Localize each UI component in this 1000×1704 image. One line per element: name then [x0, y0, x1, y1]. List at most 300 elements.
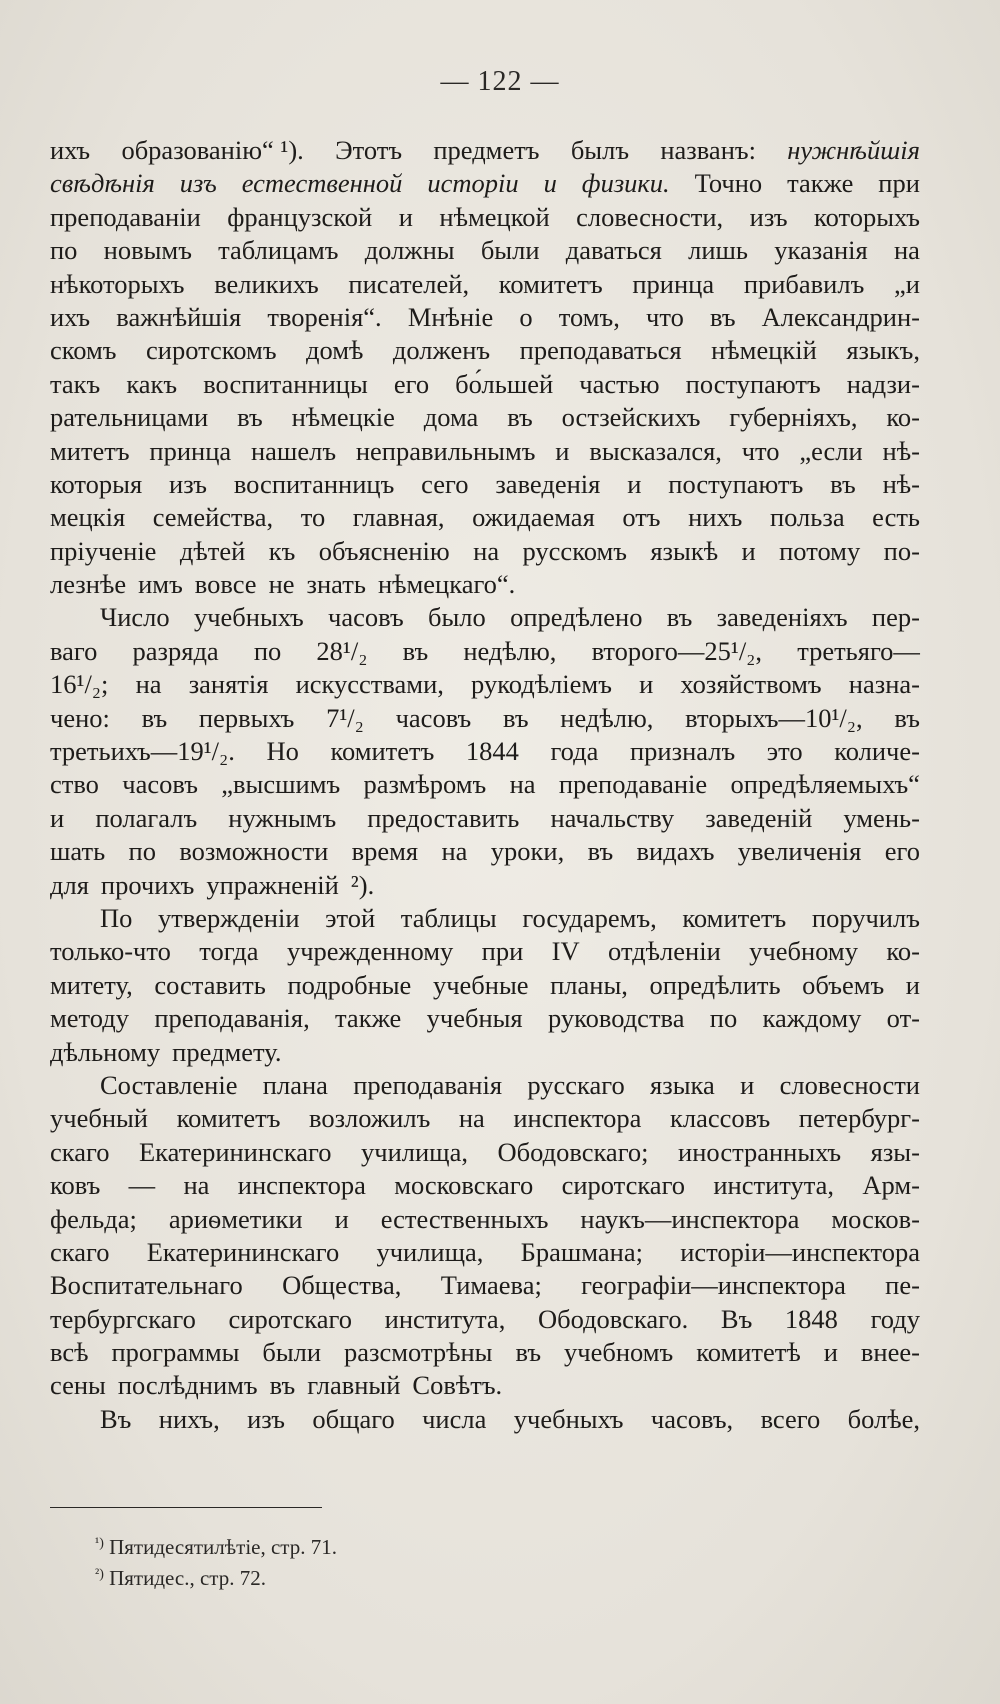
word: планы,	[550, 969, 628, 1000]
word: нашелъ	[250, 435, 337, 466]
word: первыхъ	[198, 702, 295, 733]
word: нѣмецкіе	[291, 402, 395, 433]
text-line	[50, 635, 920, 668]
text-line	[50, 1036, 920, 1069]
word: нихъ,	[158, 1403, 220, 1434]
word: на	[473, 535, 500, 566]
word: Общества,	[282, 1270, 402, 1301]
word: учебныя	[426, 1003, 523, 1034]
word: видахъ	[636, 836, 715, 867]
word: не	[268, 569, 295, 600]
word: Число	[100, 602, 170, 633]
word: числа	[422, 1403, 487, 1434]
word: Александрин-	[761, 301, 920, 332]
text-line	[50, 935, 920, 968]
word: нѣмецкій	[711, 335, 817, 366]
word: преподаванія,	[154, 1003, 310, 1034]
word: полагалъ	[95, 802, 198, 833]
word: и	[398, 201, 413, 232]
word: уроки,	[490, 836, 565, 867]
word: этой	[325, 902, 376, 933]
word: изъ	[179, 168, 217, 199]
word: Точно	[694, 168, 763, 199]
word: это	[766, 736, 803, 767]
word: свѣдѣнія	[50, 168, 155, 199]
word: лезнѣе	[50, 569, 127, 600]
page-number: — 122 —	[440, 66, 560, 97]
word: учебному	[749, 936, 858, 967]
text-line	[50, 535, 920, 568]
word: 7¹/₂	[326, 702, 364, 733]
word: даваться	[565, 235, 662, 266]
word: преподаваніи	[50, 201, 201, 232]
word: учебные	[432, 969, 529, 1000]
word: Совѣтъ.	[412, 1370, 503, 1401]
word: размѣромъ	[363, 769, 487, 800]
word: изъ	[247, 1403, 285, 1434]
word: классовъ	[670, 1103, 771, 1134]
text-line	[50, 1102, 920, 1135]
text-line	[50, 835, 920, 868]
word: училища,	[376, 1236, 484, 1267]
text-line	[50, 1303, 920, 1336]
word: сиротскаго	[228, 1303, 353, 1334]
word: долженъ	[392, 335, 491, 366]
word: Но	[266, 736, 299, 767]
word: и	[905, 969, 920, 1000]
text-line	[50, 1169, 920, 1202]
word: комитетъ	[176, 1103, 281, 1134]
text-line	[50, 1369, 920, 1402]
word: воспитанницы	[203, 368, 368, 399]
word: послѣднимъ	[117, 1370, 258, 1401]
word: дѣтей	[179, 535, 246, 566]
word: воспитанницъ	[233, 468, 395, 499]
word: третьихъ—19¹/₂.	[50, 736, 235, 767]
word: методу	[50, 1003, 129, 1034]
word: плана	[262, 1069, 328, 1100]
word: хозяйствомъ	[680, 669, 822, 700]
word: пер-	[871, 602, 920, 633]
word: третьяго—	[797, 635, 920, 666]
word: Въ	[720, 1303, 753, 1334]
word: нужнѣйшія	[787, 135, 920, 165]
word: нѣ-	[882, 468, 920, 499]
text-line	[50, 568, 920, 601]
word: на	[135, 669, 162, 700]
text-line	[50, 1203, 920, 1236]
text-line	[50, 134, 920, 167]
footnote-text: Пятидесятилѣтіе, стр. 71.	[103, 1535, 337, 1559]
word: от-	[886, 1003, 920, 1034]
word: названъ:	[660, 135, 756, 165]
text-line	[50, 1403, 920, 1436]
word: руководства	[547, 1003, 685, 1034]
word: недѣлю,	[463, 635, 557, 666]
text-line	[50, 1136, 920, 1169]
word: на	[458, 1103, 485, 1134]
word: въ	[587, 836, 614, 867]
word: надзи-	[846, 368, 920, 399]
word: Брашмана;	[520, 1236, 643, 1267]
word: писателей,	[348, 268, 470, 299]
word: есть	[872, 502, 920, 533]
word: томъ,	[558, 301, 620, 332]
word: таблицы	[400, 902, 497, 933]
word: при	[481, 936, 524, 967]
word: —	[128, 1170, 156, 1201]
word: также	[335, 1003, 402, 1034]
word: по	[253, 635, 282, 666]
word: только-что	[50, 936, 171, 967]
word: и	[543, 168, 557, 199]
word: сиротскомъ	[146, 335, 277, 366]
word: инспектора	[513, 1103, 642, 1134]
word: на	[509, 769, 536, 800]
word: отъ	[622, 502, 661, 533]
word: былъ	[570, 135, 630, 165]
word: словесности	[779, 1069, 920, 1100]
word: естественной	[241, 168, 403, 199]
word: и	[627, 468, 642, 499]
word: такъ	[50, 368, 101, 399]
word: и	[639, 669, 654, 700]
word: время	[351, 836, 419, 867]
text-line	[50, 401, 920, 434]
text-line	[50, 969, 920, 1002]
word: въ	[666, 602, 693, 633]
word: заведенія	[495, 468, 601, 499]
word: учрежденному	[286, 936, 454, 967]
word: частью	[579, 368, 660, 399]
word: объясненію	[318, 535, 450, 566]
word: ковъ	[50, 1170, 101, 1201]
word: и	[555, 435, 570, 466]
word: упражненій	[206, 869, 339, 900]
word: Ободовскаго;	[497, 1136, 649, 1167]
word: 1848	[784, 1303, 838, 1334]
word: 1844	[465, 736, 519, 767]
word: главный	[307, 1370, 401, 1401]
text-line	[50, 167, 920, 200]
word: русскаго	[527, 1069, 625, 1100]
word: главная,	[352, 502, 445, 533]
word: разсмотрѣны	[344, 1337, 493, 1368]
word: языка	[650, 1069, 715, 1100]
word: русскомъ	[522, 535, 627, 566]
text-line	[50, 601, 920, 634]
word: заведеній	[705, 802, 813, 833]
word: неправильнымъ	[355, 435, 536, 466]
word: увеличенія	[737, 836, 862, 867]
word: Тимаева;	[440, 1270, 542, 1301]
word: ихъ	[50, 301, 91, 332]
word: отдѣленіи	[608, 936, 721, 967]
text-line	[50, 301, 920, 334]
word: прибавилъ	[743, 268, 865, 299]
word: Екатерининскаго	[138, 1136, 332, 1167]
word: изъ	[169, 468, 207, 499]
word: въ	[402, 635, 429, 666]
word: пріученіе	[50, 535, 157, 566]
word: были	[262, 1337, 322, 1368]
word: словесности,	[576, 201, 724, 232]
word: ко-	[886, 936, 920, 967]
word: прочихъ	[100, 869, 195, 900]
word: Этотъ	[335, 135, 403, 165]
word: утвержденіи	[158, 902, 300, 933]
word: института,	[384, 1303, 506, 1334]
word: 28¹/₂	[316, 635, 368, 666]
text-line	[50, 234, 920, 267]
word: часовъ	[395, 702, 472, 733]
word: великихъ	[214, 268, 319, 299]
word: внее-	[860, 1337, 920, 1368]
word: дѣльному	[50, 1036, 161, 1067]
word: института,	[713, 1170, 835, 1201]
word: предмету.	[172, 1036, 282, 1067]
word: Воспитательнаго	[50, 1270, 243, 1301]
word: знать	[306, 569, 366, 600]
word: Мнѣніе	[407, 301, 494, 332]
word: дома	[423, 402, 479, 433]
word: языкъ,	[846, 335, 920, 366]
word: которыхъ	[814, 201, 920, 232]
word: „если	[799, 435, 863, 466]
word: „и	[894, 268, 920, 299]
word: возможности	[179, 836, 329, 867]
word: также	[787, 168, 854, 199]
text-line	[50, 802, 920, 835]
word: исторіи—инспектора	[680, 1236, 920, 1267]
body-text	[50, 134, 920, 1436]
text-line	[50, 435, 920, 468]
word: часовъ	[328, 602, 404, 633]
text-line	[50, 902, 920, 935]
word: шать	[50, 836, 106, 867]
text-line	[50, 1236, 920, 1269]
word: всѣ	[50, 1337, 89, 1368]
word: указанія	[774, 235, 868, 266]
word: образованію“ ¹).	[121, 135, 304, 165]
word: болѣе,	[847, 1403, 920, 1434]
word: по	[128, 836, 156, 867]
text-line	[50, 768, 920, 801]
word: сего	[421, 468, 469, 499]
word: пе-	[885, 1270, 920, 1301]
word: ожидаемая	[472, 502, 595, 533]
word: комитетѣ	[696, 1337, 801, 1368]
word: иностранныхъ	[678, 1136, 842, 1167]
word: ²).	[350, 869, 375, 900]
word: при	[878, 168, 920, 199]
word: на	[893, 235, 920, 266]
word: по-	[883, 535, 920, 566]
word: домѣ	[306, 335, 364, 366]
word: въ	[515, 1337, 542, 1368]
word: программы	[111, 1337, 240, 1368]
word: бо́льшей	[455, 368, 554, 399]
word: Арм-	[862, 1170, 920, 1201]
word: сиротскаго	[561, 1170, 686, 1201]
word: Въ	[100, 1403, 132, 1434]
text-line	[50, 501, 920, 534]
word: 16¹/₂;	[50, 669, 109, 700]
word: предметъ	[433, 135, 540, 165]
word: поступаютъ	[685, 368, 821, 399]
footnotes	[95, 1532, 337, 1594]
word: его	[393, 368, 430, 399]
word: естественныхъ	[380, 1203, 549, 1234]
word: польза	[769, 502, 845, 533]
word: принца	[149, 435, 232, 466]
word: скаго	[50, 1236, 110, 1267]
word: назна-	[848, 669, 920, 700]
word: въ	[894, 702, 920, 733]
word: рукодѣліемъ	[471, 669, 612, 700]
text-line	[50, 468, 920, 501]
word: и	[334, 1203, 349, 1234]
word: комитетъ	[498, 268, 603, 299]
word: подробные	[287, 969, 412, 1000]
word: поручилъ	[811, 902, 920, 933]
word: учебныхъ	[193, 602, 304, 633]
word: о	[519, 301, 533, 332]
word: губерніяхъ,	[729, 402, 858, 433]
word: поступаютъ	[668, 468, 804, 499]
word: фельда;	[50, 1203, 137, 1234]
word: таблицамъ	[218, 235, 339, 266]
word: то	[300, 502, 326, 533]
word: По	[100, 902, 133, 933]
word: часовъ,	[650, 1403, 734, 1434]
text-line	[50, 702, 920, 735]
word: опредѣлить	[649, 969, 781, 1000]
word: въ	[709, 301, 736, 332]
word: въ	[269, 1370, 296, 1401]
word: скаго	[50, 1136, 110, 1167]
word: языкѣ	[650, 535, 719, 566]
word: французской	[227, 201, 373, 232]
word: недѣлю,	[560, 702, 654, 733]
word: географіи—инспектора	[581, 1270, 846, 1301]
word: и	[740, 1069, 755, 1100]
text-line	[50, 1069, 920, 1102]
text-line	[50, 1336, 920, 1369]
text-line	[50, 334, 920, 367]
word: принца	[632, 268, 715, 299]
word: сены	[50, 1370, 106, 1401]
word: инспектора	[237, 1170, 366, 1201]
word: вовсе	[194, 569, 257, 600]
word: потому	[779, 535, 861, 566]
word: и	[50, 802, 65, 833]
word: Екатерининскаго	[146, 1236, 340, 1267]
word: что	[646, 301, 684, 332]
word: что	[741, 435, 780, 466]
word: на	[183, 1170, 210, 1201]
word: въ	[141, 702, 168, 733]
word: составить	[154, 969, 266, 1000]
word: физики.	[581, 168, 670, 199]
word: въ	[507, 402, 533, 433]
word: заведеніяхъ	[716, 602, 848, 633]
word: изъ	[749, 201, 788, 232]
word: петербург-	[798, 1103, 920, 1134]
word: творенія“.	[267, 301, 382, 332]
text-line	[50, 201, 920, 234]
word: учебномъ	[564, 1337, 674, 1368]
word: искусствами,	[295, 669, 444, 700]
word: митету,	[50, 969, 133, 1000]
word: къ	[268, 535, 296, 566]
word: и	[823, 1337, 838, 1368]
word: нихъ	[688, 502, 743, 533]
word: начальству	[550, 802, 675, 833]
word: высказался,	[589, 435, 722, 466]
word: въ	[830, 468, 856, 499]
word: его	[884, 836, 920, 867]
word: для	[50, 869, 89, 900]
word: рательницами	[50, 402, 209, 433]
word: общаго	[312, 1403, 395, 1434]
word: возложилъ	[308, 1103, 431, 1134]
text-line	[50, 869, 920, 902]
word: Ободовскаго.	[537, 1303, 689, 1334]
word: на	[441, 836, 468, 867]
word: тербургскаго	[50, 1303, 196, 1334]
word: всего	[760, 1403, 821, 1434]
word: скомъ	[50, 335, 117, 366]
word: по	[709, 1003, 738, 1034]
footnote-mark: ²)	[95, 1567, 104, 1582]
word: въ	[237, 402, 263, 433]
word: ко-	[886, 402, 920, 433]
word: ихъ	[50, 135, 91, 165]
word: въ	[502, 702, 529, 733]
word: язы-	[870, 1136, 920, 1167]
word: занятія	[188, 669, 269, 700]
text-line	[50, 1269, 920, 1302]
word: нѣмецкаго“.	[377, 569, 516, 600]
word: вторыхъ—10¹/₂,	[685, 702, 863, 733]
word: IV	[551, 936, 580, 967]
word: каждому	[762, 1003, 862, 1034]
word: преподаваться	[519, 335, 682, 366]
word: году	[870, 1303, 920, 1334]
text-line	[50, 1002, 920, 1035]
word: ство	[50, 769, 99, 800]
word: количе-	[834, 736, 920, 767]
word: ариѳметики	[168, 1203, 303, 1234]
word: были	[480, 235, 540, 266]
word: комитетъ	[330, 736, 435, 767]
word: по	[50, 235, 78, 266]
word: Составленіе	[100, 1069, 238, 1100]
text-line	[50, 368, 920, 401]
word: которыя	[50, 468, 143, 499]
word: разряда	[132, 635, 219, 666]
word: года	[550, 736, 599, 767]
word: второго—25¹/₂,	[591, 635, 763, 666]
word: и	[741, 535, 756, 566]
word: опредѣляемыхъ“	[730, 769, 920, 800]
footnote	[95, 1532, 337, 1563]
word: новымъ	[103, 235, 192, 266]
word: преподаванія	[353, 1069, 503, 1100]
footnote-text: Пятидес., стр. 72.	[103, 1566, 266, 1590]
word: нужнымъ	[228, 802, 337, 833]
